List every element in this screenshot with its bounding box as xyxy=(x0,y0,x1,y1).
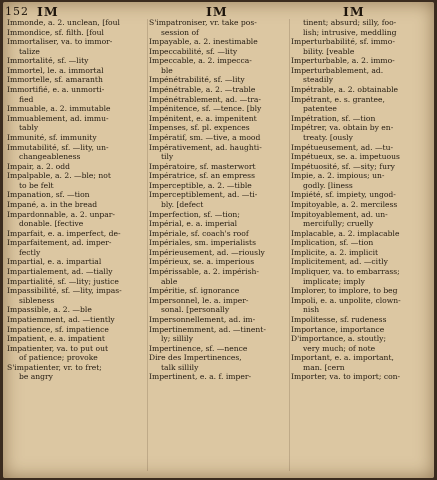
dictionary-entry: S'impatroniser, vr. take pos- xyxy=(149,18,257,27)
dictionary-entry: D'importance, a. stoutly; xyxy=(291,334,387,344)
dictionary-entry: Imperturbablement, ad. xyxy=(291,65,384,75)
dictionary-entry: Impassibilité, sf. —lity, impas- xyxy=(7,286,122,296)
dictionary-entry: Impérissable, a. 2. impérish- xyxy=(149,267,259,277)
dictionary-column-2 xyxy=(149,18,289,382)
entry-continuation: fied xyxy=(19,94,34,104)
entry-continuation: ble xyxy=(161,65,173,75)
dictionary-entry: Impartialement, ad. —tially xyxy=(7,267,113,277)
dictionary-entry: Important, e. a. important, xyxy=(291,353,394,363)
entry-continuation: ly; sillily xyxy=(161,334,194,344)
dictionary-entry: Impardonnable, a. 2. unpar- xyxy=(7,209,115,219)
dictionary-entry: Impayable, a. 2. inestimable xyxy=(149,37,258,47)
entry-continuation: fectly xyxy=(19,247,41,257)
dictionary-entry: Impalpable, a. 2. —ble; not xyxy=(7,171,111,181)
dictionary-entry: Impeccable, a. 2. impecca- xyxy=(149,56,252,66)
entry-continuation: nish xyxy=(303,305,320,315)
dictionary-entry: Impliquer, va. to embarrass; xyxy=(291,267,400,277)
dictionary-entry: Impatiemment, ad. —tiently xyxy=(7,314,115,324)
dictionary-entry: Immortel, le. a. immortal xyxy=(7,65,104,75)
entry-continuation: able xyxy=(161,276,178,286)
entry-continuation: tably xyxy=(19,123,39,133)
entry-continuation: sonal. [personally xyxy=(161,305,230,315)
dictionary-entry: Impersonnel, le. a. imper- xyxy=(149,295,249,305)
column-divider xyxy=(289,19,290,471)
entry-continuation: of patience; provoke xyxy=(19,353,98,363)
dictionary-entry: Impie, a. 2. impious; un- xyxy=(291,171,385,181)
entry-continuation: be angry xyxy=(19,372,53,382)
dictionary-entry: Imperceptiblement, ad. —ti- xyxy=(149,190,258,200)
entry-continuation: lish; intrusive, meddling xyxy=(303,27,397,37)
dictionary-entry: Impérieux, se. a. imperious xyxy=(149,257,255,267)
entry-continuation: tily xyxy=(161,152,174,162)
dictionary-entry: Implication, sf. —tion xyxy=(291,238,374,248)
dictionary-entry: Impeccabilité, sf. —lity xyxy=(149,46,238,56)
entry-continuation: session of xyxy=(161,27,199,37)
dictionary-entry: Impénétrablement, ad. —tra- xyxy=(149,94,261,104)
dictionary-entry: Immortalité, sf. —lity xyxy=(7,56,89,66)
dictionary-entry: Impénitence, sf. —tence. [bly xyxy=(149,104,262,114)
dictionary-page xyxy=(3,2,434,478)
dictionary-entry: Impiété, sf. impiety, ungod- xyxy=(291,190,396,200)
entry-continuation: treaty. [ously xyxy=(303,132,353,142)
dictionary-entry: Immonde, a. 2. unclean, [foul xyxy=(7,18,120,27)
dictionary-entry: Impanation, sf. —tion xyxy=(7,190,90,200)
dictionary-entry: Impétrant, e. s. grantee, xyxy=(291,94,385,104)
dictionary-entry: Impératif, sm. —tive, a mood xyxy=(149,132,261,142)
entry-continuation: steadily xyxy=(303,75,333,85)
dictionary-entry: Impériale, sf. coach's roof xyxy=(149,228,249,238)
dictionary-entry: Immondice, sf. filth. [foul xyxy=(7,27,104,37)
dictionary-entry: Impétration, sf. —tion xyxy=(291,113,376,123)
entry-continuation: bly. [defect xyxy=(161,199,204,209)
dictionary-entry: Impatience, sf. impatience xyxy=(7,324,109,334)
dictionary-entry: Imperturbable, a. 2. immo- xyxy=(291,56,395,66)
column-head-1: IM xyxy=(37,4,59,19)
dictionary-entry: Immutabilité, sf. —lity, un- xyxy=(7,142,109,152)
dictionary-entry: Impatient, e. a. impatient xyxy=(7,334,105,344)
dictionary-entry: Impertinence, sf. —nence xyxy=(149,343,248,353)
dictionary-entry: Immuablement, ad. immu- xyxy=(7,113,109,123)
entry-continuation: talk sillily xyxy=(161,362,199,372)
page-number: 152 xyxy=(5,5,29,18)
dictionary-entry: Importer, va. to import; con- xyxy=(291,372,401,382)
entry-continuation: to be felt xyxy=(19,180,54,190)
dictionary-entry: Dire des Impertinences, xyxy=(149,353,242,363)
dictionary-entry: Impéritie, sf. ignorance xyxy=(149,286,240,296)
dictionary-entry: Impoli, e. a. unpolite, clown- xyxy=(291,295,401,305)
dictionary-entry: Impertinent, e. a. f. imper- xyxy=(149,372,252,382)
dictionary-entry: Impératoire, sf. masterwort xyxy=(149,161,256,171)
dictionary-entry: Importance, importance xyxy=(291,324,385,334)
column-head-3: IM xyxy=(343,4,365,19)
dictionary-entry: Impassible, a. 2. —ble xyxy=(7,305,92,315)
entry-continuation: donable. [fective xyxy=(19,219,84,229)
dictionary-entry: Implicitement, ad. —citly xyxy=(291,257,388,267)
dictionary-entry: Impair, a. 2. odd xyxy=(7,161,70,171)
dictionary-entry: Impatienter, va. to put out xyxy=(7,343,109,353)
entry-continuation: patentee xyxy=(303,104,337,114)
dictionary-entry: Implacable, a. 2. implacable xyxy=(291,228,400,238)
dictionary-entry: Impétueux, se. a. impetuous xyxy=(291,152,400,162)
entry-continuation: godly. [liness xyxy=(303,180,353,190)
entry-continuation: mercifully; cruelly xyxy=(303,219,374,229)
column-head-2: IM xyxy=(206,4,228,19)
dictionary-entry: Immuable, a. 2. immutable xyxy=(7,104,111,114)
dictionary-entry: Imperfection, sf. —tion; xyxy=(149,209,240,219)
dictionary-entry: Impénétrabilité, sf. —lity xyxy=(149,75,245,85)
entry-continuation: changeableness xyxy=(19,152,81,162)
dictionary-entry: Impitoyable, a. 2. merciless xyxy=(291,199,398,209)
dictionary-entry: Impané, a. in the bread xyxy=(7,199,98,209)
dictionary-column-1 xyxy=(7,18,145,382)
dictionary-entry: Immortaliser, va. to immor- xyxy=(7,37,113,47)
dictionary-entry: Immortelle, sf. amaranth xyxy=(7,75,103,85)
column-divider xyxy=(147,19,148,471)
dictionary-entry: Impartialité, sf. —lity; justice xyxy=(7,276,119,286)
dictionary-entry: Impérativement, ad. haughti- xyxy=(149,142,262,152)
dictionary-entry: Impétrer, va. obtain by en- xyxy=(291,123,394,133)
dictionary-entry: S'impatienter, vr. to fret; xyxy=(7,362,102,372)
dictionary-entry: Impenses, sf. pl. expences xyxy=(149,123,250,133)
entry-continuation: implicate; imply xyxy=(303,276,365,286)
dictionary-entry: Implorer, to implore, to beg xyxy=(291,286,398,296)
dictionary-entry: Immunité, sf. immunity xyxy=(7,132,97,142)
dictionary-entry: Imparfait, e. a. imperfect, de- xyxy=(7,228,121,238)
entry-continuation: talize xyxy=(19,46,40,56)
dictionary-entry: Immortifié, e. a. unmorti- xyxy=(7,85,105,95)
dictionary-entry: Imparfaitement, ad. imper- xyxy=(7,238,112,248)
dictionary-entry: Impétueusement, ad. —tu- xyxy=(291,142,394,152)
dictionary-entry: Impérial, e. a. imperial xyxy=(149,219,238,229)
dictionary-entry: Impérieusement, ad. —riously xyxy=(149,247,265,257)
entry-continuation: tinent; absurd; silly, foo- xyxy=(303,18,397,27)
entry-continuation: very much; of note xyxy=(303,343,376,353)
dictionary-entry: Imperceptible, a. 2. —tible xyxy=(149,180,252,190)
entry-continuation: bility. [veable xyxy=(303,46,355,56)
dictionary-entry: Impétuosité, sf. —sity; fury xyxy=(291,161,395,171)
dictionary-entry: Impénétrable, a. 2. —trable xyxy=(149,85,256,95)
dictionary-entry: Impétrable, a. 2. obtainable xyxy=(291,85,399,95)
dictionary-entry: Impératrice, sf. an empress xyxy=(149,171,255,181)
entry-continuation: man. [cern xyxy=(303,362,345,372)
dictionary-entry: Impitoyablement, ad. un- xyxy=(291,209,388,219)
dictionary-entry: Impersonnellement, ad. im- xyxy=(149,314,256,324)
entry-continuation: sibleness xyxy=(19,295,55,305)
dictionary-entry: Imperturbabilité, sf. immo- xyxy=(291,37,395,47)
dictionary-entry: Impénitent, e. a. impenitent xyxy=(149,113,257,123)
dictionary-entry: Implicite, a. 2. implicit xyxy=(291,247,379,257)
dictionary-entry: Impartial, e. a. impartial xyxy=(7,257,102,267)
dictionary-entry: Impolitesse, sf. rudeness xyxy=(291,314,387,324)
dictionary-entry: Impériales, sm. imperialists xyxy=(149,238,256,248)
dictionary-entry: Impertinemment, ad. —tinent- xyxy=(149,324,266,334)
dictionary-column-3 xyxy=(291,18,431,382)
